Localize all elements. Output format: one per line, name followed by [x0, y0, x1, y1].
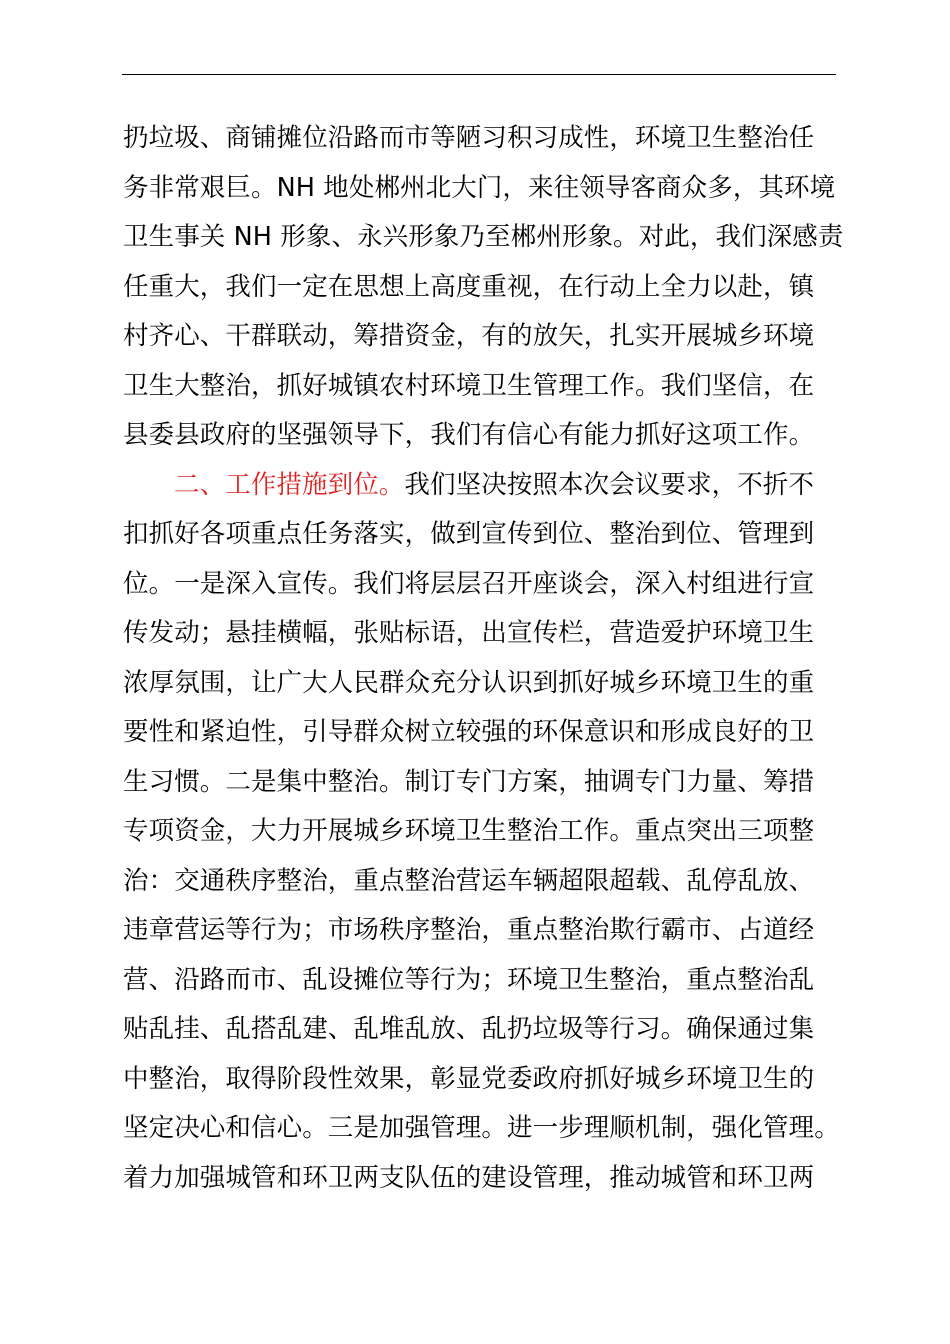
paragraph-line: 着力加强城管和环卫两支队伍的建设管理，推动城管和环卫两	[123, 1162, 815, 1193]
paragraph-line: 坚定决心和信心。三是加强管理。进一步理顺机制，强化管理。	[123, 1113, 840, 1143]
paragraph-line: 村齐心、干群联动，筹措资金，有的放矢，扎实开展城乡环境	[123, 321, 815, 351]
paragraph-line: 扔垃圾、商铺摊位沿路而市等陋习积习成性，环境卫生整治任	[123, 123, 815, 153]
paragraph-line: 卫生大整治，抓好城镇农村环境卫生管理工作。我们坚信，在	[123, 370, 815, 401]
paragraph-line: 务非常艰巨。NH 地处郴州北大门，来往领导客商众多，其环境	[123, 172, 836, 203]
paragraph-line: 传发动；悬挂横幅，张贴标语，出宣传栏，营造爱护环境卫生	[123, 618, 815, 648]
section-first-line-text: 我们坚决按照本次会议要求，不折不	[404, 469, 815, 500]
section-heading: 二、工作措施到位。	[174, 469, 405, 500]
paragraph-line: 营、沿路而市、乱设摊位等行为；环境卫生整治，重点整治乱	[123, 964, 815, 995]
paragraph-line: 位。一是深入宣传。我们将层层召开座谈会，深入村组进行宣	[123, 568, 815, 599]
paragraph-line: 中整治，取得阶段性效果，彰显党委政府抓好城乡环境卫生的	[123, 1063, 815, 1094]
body-text	[123, 114, 844, 1203]
paragraph-line: 浓厚氛围，让广大人民群众充分认识到抓好城乡环境卫生的重	[123, 667, 815, 698]
paragraph-line: 贴乱挂、乱搭乱建、乱堆乱放、乱扔垃圾等行习。确保通过集	[123, 1014, 815, 1044]
section-first-line	[123, 461, 837, 511]
paragraph-line: 扣抓好各项重点任务落实，做到宣传到位、整治到位、管理到	[123, 519, 815, 549]
paragraph-line: 要性和紧迫性，引导群众树立较强的环保意识和形成良好的卫	[123, 717, 815, 747]
paragraph-line: 县委县政府的坚强领导下，我们有信心有能力抓好这项工作。	[123, 420, 815, 450]
paragraph-line: 专项资金，大力开展城乡环境卫生整治工作。重点突出三项整	[123, 816, 815, 846]
paragraph-line: 违章营运等行为；市场秩序整治，重点整治欺行霸市、占道经	[123, 915, 815, 945]
paragraph-line: 卫生事关 NH 形象、永兴形象乃至郴州形象。对此，我们深感责	[123, 222, 844, 252]
paragraph-line: 治：交通秩序整治，重点整治营运车辆超限超载、乱停乱放、	[123, 865, 815, 896]
paragraph-line: 生习惯。二是集中整治。制订专门方案，抽调专门力量、筹措	[123, 766, 815, 797]
paragraph-line: 任重大，我们一定在思想上高度重视，在行动上全力以赴，镇	[123, 271, 815, 302]
header-rule	[122, 74, 836, 75]
